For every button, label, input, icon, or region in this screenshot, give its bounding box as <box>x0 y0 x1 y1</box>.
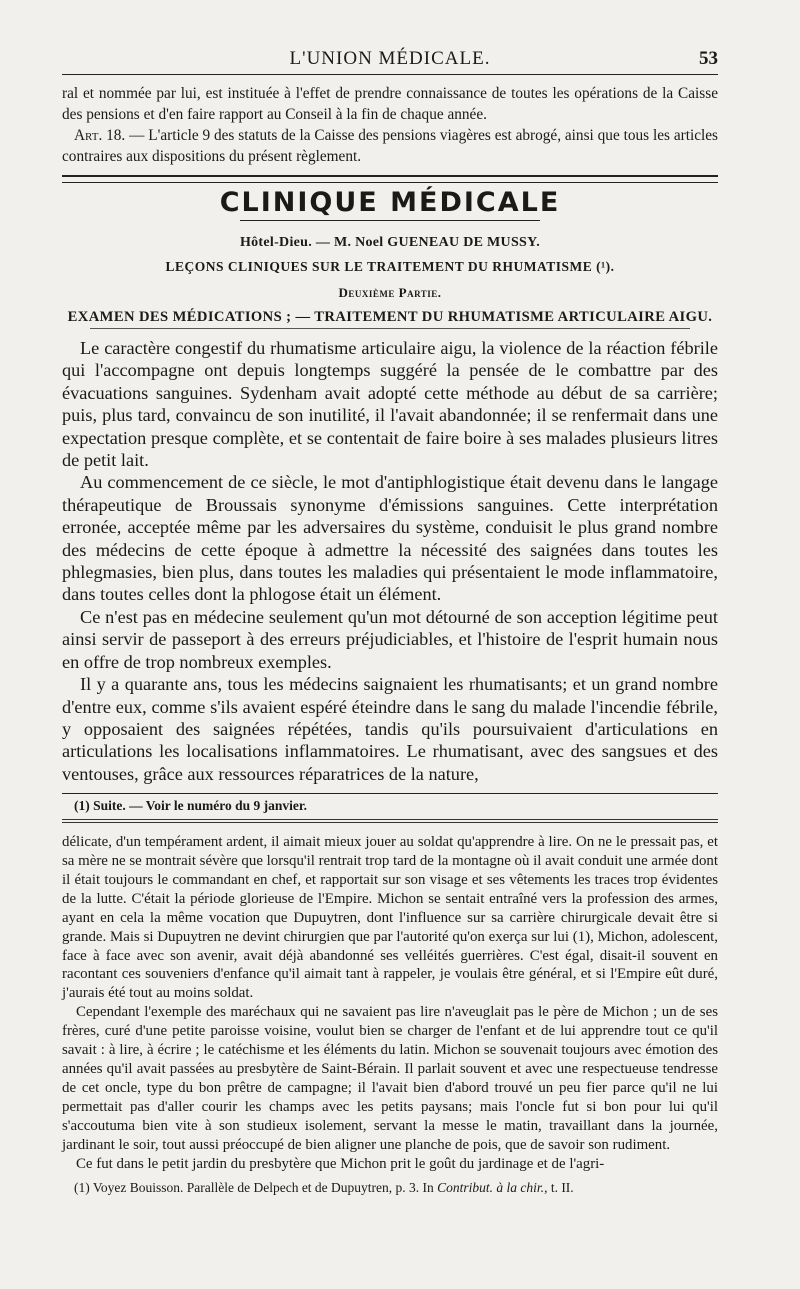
footnote-divider <box>62 793 718 794</box>
main-paragraph: Au commencement de ce siècle, le mot d'antiphlogistique était devenu dans le langage thérapeutique de Broussais synonyme d'émissions sanguines. Cette interprétation erronée, acceptée même par les adversaires du système, conduisit le plus grand nombre des médecins de cette époque à admettre la nécessité des saignées dans toutes les phlegmasies, bien plus, dans toutes les maladies qui présentaient le mode inflammatoire, dans toutes celles dont la phlogose était un élément. <box>62 472 718 605</box>
feuilleton-paragraph: délicate, d'un tempérament ardent, il aimait mieux jouer au soldat qu'apprendre à lire. On ne le pressait pas, et sa mère ne se montrait sévère que lorsqu'il rentrait trop tard de la montagne où il avait conduit une armée dont il était toujours le commandant en chef, et rapportait sur son visage et ses vêtements les traces trop évidentes de la lutte. C'était la période glorieuse de l'Empire. Michon se sentait entraîné vers la profession des armes, ayant en cela la même vocation que Dupuytren, dont l'influence sur sa carrière chirurgicale devait être si grande. Mais si Dupuytren ne devint chirurgien que par l'autorité qu'on exerça sur lui (1), Michon, adolescent, face à face avec son avenir, avait déjà abandonné ses velléités guerrières. C'est égal, disait-il souvent en racontant ces souveniers d'enfance qu'il aimait tant à rappeler, je voulais être général, et si l'Empire eût duré, j'aurais été tout au moins soldat. <box>62 834 718 1002</box>
subtitle-heading: EXAMEN DES MÉDICATIONS ; — TRAITEMENT DU RHUMATISME ARTICULAIRE AIGU. <box>67 309 713 325</box>
main-article <box>62 337 718 785</box>
footnote: (1) Suite. — Voir le numéro du 9 janvier. <box>74 798 308 814</box>
newspaper-page <box>62 40 718 1197</box>
section-title: CLINIQUE MÉDICALE <box>219 187 561 218</box>
author-byline: Hôtel-Dieu. — M. Noel GUENEAU DE MUSSY. <box>239 235 541 250</box>
main-paragraph: Ce n'est pas en médecine seulement qu'un mot détourné de son acception légitime peut ainsi servir de passeport à des erreurs préjudiciables, et l'histoire de l'esprit humain nous en offre de trop nombreux exemples. <box>62 606 718 672</box>
article-label: Art. 18. <box>74 127 126 144</box>
article-18-paragraph <box>62 125 718 167</box>
article-text: — L'article 9 des statuts de la Caisse des pensions viagères est abrogé, ainsi que tous les articles contraires aux dispositions du présent règlement. <box>62 127 718 165</box>
subtitle-underline <box>90 328 690 329</box>
section-divider <box>62 175 718 183</box>
running-title: L'UNION MÉDICALE. <box>289 48 491 69</box>
feuilleton-divider-second <box>62 822 718 823</box>
feuilleton-article <box>62 833 718 1173</box>
footnote-tail: , t. II. <box>544 1180 574 1196</box>
top-paragraph: ral et nommée par lui, est instituée à l'effet de prendre connaissance de toutes les opérations de la Caisse des pensions et d'en faire rapport au Conseil à la fin de chaque année. <box>62 85 718 123</box>
feuilleton-footnote <box>62 1179 718 1197</box>
main-paragraph: Le caractère congestif du rhumatisme articulaire aigu, la violence de la réaction fébrile qui l'accompagne ont depuis longtemps suggéré la pensée de le combattre par des évacuations sanguines. Sydenham avait adopté cette méthode au début de sa carrière; puis, plus tard, convaincu de son inutilité, il l'avait abandonnée; il se renfermait dans une expectation presque complète, et se contentait de faire boire à ses malades plusieurs litres de petit lait. <box>62 338 718 471</box>
main-paragraph: Il y a quarante ans, tous les médecins saignaient les rhumatisants; et un grand nombre d'entre eux, comme s'ils avaient espéré éteindre dans le sang du malade l'incendie fébrile, y opposaient des saignées répétées, tandis qu'ils poursuivaient d'articulations en articulations les localisations inflammatoires. Le rhumatisant, avec des sangsues et des ventouses, grâce aux ressources réparatrices de la nature, <box>62 674 718 784</box>
footnote-source: Contribut. à la chir. <box>437 1180 545 1196</box>
feuilleton-divider <box>62 819 718 820</box>
page-number: 53 <box>699 48 718 69</box>
feuilleton-paragraph: Ce fut dans le petit jardin du presbytère que Michon prit le goût du jardinage et de l'agri- <box>76 1155 605 1172</box>
feuilleton-paragraph: Cependant l'exemple des maréchaux qui ne savaient pas lire n'aveuglait pas le père de Michon ; un de ses frères, curé d'une petite paroisse voisine, voulut bien se charger de l'enfant et de lui apprendre tout ce qu'il savait : à lire, à écrire ; le catéchisme et les éléments du latin. Michon se souvenait toujours avec émotion des années qu'il avait passées au presbytère de Saint-Bérain. Il parlait souvent et avec une respectueuse tendresse de cet oncle, type du bon prêtre de campagne; il l'avait bien d'abord trouvé un peu fier parce qu'il ne lui permettait pas d'aller courir les champs avec les petits paysans; mais l'oncle fut si bon pour lui qu'il s'accoutuma bien vite à son studieux isolement, servant la messe le matin, travaillant dans la journée, jardinant le soir, tout aussi préoccupé de bien aligner une planche de pois, que de savoir son rudiment. <box>62 1004 718 1153</box>
lesson-heading: LEÇONS CLINIQUES SUR LE TRAITEMENT DU RHUMATISME (¹). <box>165 259 615 274</box>
top-block <box>62 83 718 167</box>
page-header <box>62 40 718 75</box>
part-heading: Deuxième Partie. <box>338 285 442 300</box>
title-underline <box>240 220 540 221</box>
footnote-lead: (1) Voyez Bouisson. Parallèle de Delpech et de Dupuytren, p. 3. In <box>74 1180 438 1196</box>
